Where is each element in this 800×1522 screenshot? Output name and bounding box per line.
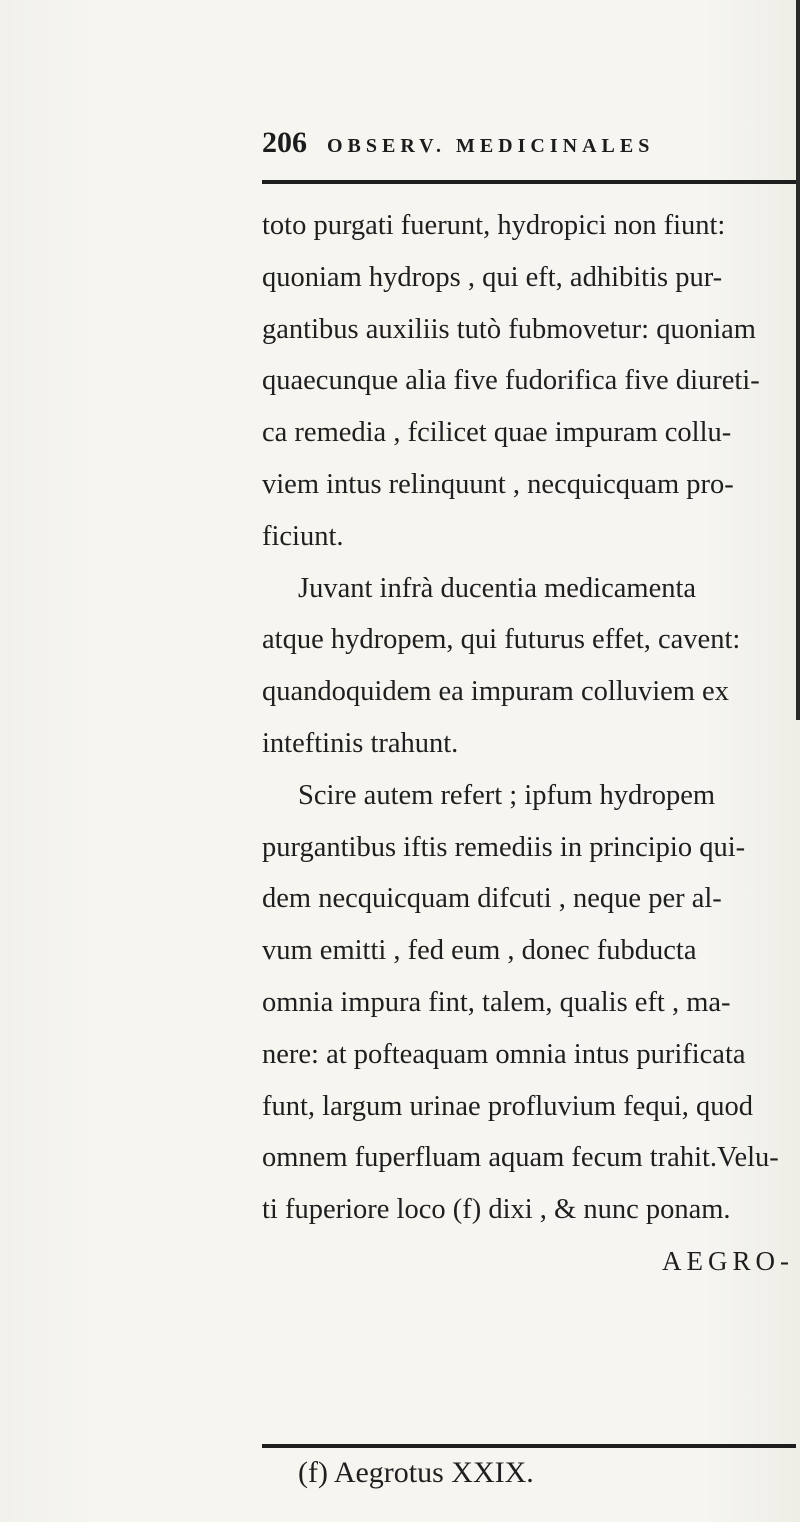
catchword: AEGRO-: [662, 1245, 794, 1276]
text-line: Scire autem refert ; ipfum hydropem: [298, 779, 716, 811]
text-line: purgantibus iftis remediis in principio qui-: [262, 831, 746, 863]
text-line: quaecunque alia five fudorifica five diureti-: [262, 365, 760, 397]
page-number: 206: [262, 126, 307, 159]
page-header: [262, 126, 654, 166]
text-line: inteftinis trahunt.: [262, 727, 459, 759]
text-line: gantibus auxiliis tutò fubmovetur: quoniam: [262, 313, 756, 345]
text-line: omnia impura fint, talem, qualis eft , ma-: [262, 986, 731, 1018]
text-line: omnem fuperfluam aquam fecum trahit.Velu-: [262, 1142, 779, 1174]
text-line: viem intus relinquunt , necquicquam pro-: [262, 468, 734, 500]
text-line: ficiunt.: [262, 520, 344, 552]
text-line: funt, largum urinae profluvium fequi, quod: [262, 1090, 753, 1122]
text-line: dem necquicquam difcuti , neque per al-: [262, 883, 722, 915]
footnote-rule: [262, 1444, 796, 1448]
header-rule: [262, 180, 796, 184]
text-line: quoniam hydrops , qui eft, adhibitis pur-: [262, 261, 723, 293]
footnote: (f) Aegrotus XXIX.: [298, 1456, 534, 1489]
text-line: toto purgati fuerunt, hydropici non fiunt:: [262, 210, 726, 241]
body-text: [262, 200, 800, 1288]
text-line: nere: at pofteaquam omnia intus purificata: [262, 1038, 746, 1070]
text-line: ca remedia , fcilicet quae impuram collu-: [262, 417, 732, 449]
text-line: atque hydropem, qui futurus effet, cavent:: [262, 624, 741, 656]
running-head: OBSERV. MEDICINALES: [327, 135, 655, 157]
text-line: Juvant infrà ducentia medicamenta: [298, 572, 697, 604]
text-line: quandoquidem ea impuram colluviem ex: [262, 676, 729, 708]
text-line: vum emitti , fed eum , donec fubducta: [262, 935, 697, 967]
text-line: ti fuperiore loco (f) dixi , & nunc ponam.: [262, 1194, 731, 1226]
